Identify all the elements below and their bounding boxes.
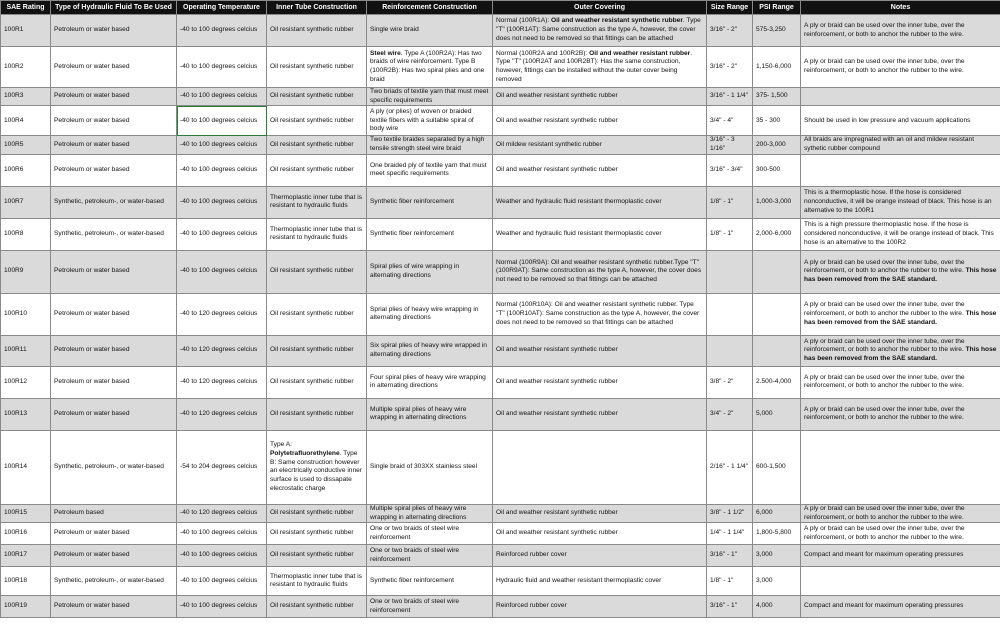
- cell-notes[interactable]: [801, 47, 1000, 88]
- cell-fluid-type[interactable]: Petroleum or water based: [51, 293, 177, 335]
- outer-text: Reinforced rubber cover: [496, 602, 567, 610]
- cell-notes[interactable]: [801, 186, 1000, 218]
- header-outer-covering[interactable]: Outer Covering: [493, 1, 707, 15]
- inner-text: Oil resistant synthetic rubber: [270, 346, 354, 354]
- cell-size-range[interactable]: 3/16" - 3 1/16": [707, 136, 753, 154]
- cell-psi-range[interactable]: 1,800-5,800: [753, 523, 801, 545]
- cell-fluid-type[interactable]: Petroleum or water based: [51, 596, 177, 618]
- cell-fluid-type[interactable]: Synthetic, petroleum-, or water-based: [51, 430, 177, 504]
- cell-inner-tube[interactable]: [267, 106, 367, 136]
- cell-fluid-type[interactable]: Petroleum or water based: [51, 47, 177, 88]
- cell-outer-covering[interactable]: [493, 136, 707, 154]
- table-row: [1, 47, 1000, 88]
- header-operating-temperature[interactable]: Operating Temperature: [177, 1, 267, 15]
- notes-text-bold: This hose has been removed from the SAE standard.: [804, 309, 997, 326]
- cell-notes[interactable]: [801, 154, 1000, 186]
- cell-outer-covering[interactable]: [493, 523, 707, 545]
- reinforce-text: One or two braids of steel wire reinforcement: [370, 598, 460, 614]
- cell-inner-tube[interactable]: [267, 366, 367, 398]
- reinforce-text: Two textile braides separated by a high tensile strength steel wire braid: [370, 136, 485, 153]
- cell-reinforcement[interactable]: [367, 366, 493, 398]
- cell-outer-covering[interactable]: [493, 335, 707, 366]
- cell-reinforcement[interactable]: [367, 88, 493, 106]
- cell-notes[interactable]: [801, 15, 1000, 47]
- cell-outer-covering[interactable]: [493, 88, 707, 106]
- cell-inner-tube[interactable]: [267, 15, 367, 47]
- outer-text: Weather and hydraulic fluid resistant thermoplastic cover: [496, 229, 662, 237]
- reinforce-text: Synthetic fiber reinforcement: [370, 197, 454, 205]
- outer-text: Oil and weather resistant synthetic rubber: [496, 529, 618, 537]
- cell-outer-covering[interactable]: [493, 106, 707, 136]
- outer-text: Hydraulic fluid and weather resistant thermoplastic cover: [496, 576, 662, 584]
- cell-psi-range[interactable]: 6,000: [753, 504, 801, 522]
- outer-text: Oil and weather resistant synthetic rubber: [496, 116, 618, 124]
- inner-text: Type A:: [270, 441, 292, 449]
- cell-reinforcement[interactable]: [367, 154, 493, 186]
- cell-notes[interactable]: [801, 366, 1000, 398]
- cell-fluid-type[interactable]: Petroleum or water based: [51, 335, 177, 366]
- cell-inner-tube[interactable]: [267, 430, 367, 504]
- header-sae-rating[interactable]: SAE Rating: [1, 1, 51, 15]
- cell-operating-temperature[interactable]: -40 to 100 degrees celcius: [177, 136, 267, 154]
- inner-text: Oil resistant synthetic rubber: [270, 62, 354, 70]
- cell-fluid-type[interactable]: Petroleum or water based: [51, 523, 177, 545]
- reinforce-text: A ply (or plies) of woven or braided textile fibers with a suitable spiral of body wire: [370, 107, 474, 133]
- notes-text: Should be used in low pressure and vacuum applications: [804, 116, 971, 124]
- notes-text: All braids are impregnated with an oil and mildew resistant sythetic rubber compound: [804, 136, 975, 153]
- cell-size-range[interactable]: 3/4" - 4": [707, 106, 753, 136]
- cell-reinforcement[interactable]: [367, 250, 493, 293]
- cell-reinforcement[interactable]: [367, 106, 493, 136]
- cell-sae-rating[interactable]: 100R11: [1, 335, 51, 366]
- cell-reinforcement[interactable]: [367, 136, 493, 154]
- reinforce-text: Synthetic fiber reinforcement: [370, 229, 454, 237]
- outer-text: . Type "T" (100R1AT): Same construction as the type A, however, the cover does not need to be removed so that fittings can be attached: [496, 17, 701, 42]
- inner-text: Thermoplastic inner tube that is resistant to hydraulic fluids: [270, 193, 362, 210]
- cell-reinforcement[interactable]: [367, 504, 493, 522]
- cell-psi-range[interactable]: 575-3,250: [753, 15, 801, 47]
- cell-sae-rating[interactable]: 100R3: [1, 88, 51, 106]
- outer-text-bold: Oil and weather resistant rubber: [589, 49, 691, 57]
- cell-notes[interactable]: [801, 504, 1000, 522]
- notes-text: A ply or braid can be used over the inner tube, over the reinforcement, or both to anchor the rubber to the wire.: [804, 58, 965, 74]
- cell-inner-tube[interactable]: [267, 398, 367, 430]
- cell-notes[interactable]: [801, 250, 1000, 293]
- inner-text: Oil resistant synthetic rubber: [270, 509, 354, 517]
- cell-sae-rating[interactable]: 100R1: [1, 15, 51, 47]
- cell-sae-rating[interactable]: 100R14: [1, 430, 51, 504]
- cell-psi-range[interactable]: 5,000: [753, 398, 801, 430]
- table-row: [1, 218, 1000, 250]
- cell-notes[interactable]: [801, 545, 1000, 567]
- inner-text: Oil resistant synthetic rubber: [270, 377, 354, 385]
- inner-text: Oil resistant synthetic rubber: [270, 267, 354, 275]
- cell-inner-tube[interactable]: [267, 88, 367, 106]
- cell-sae-rating[interactable]: 100R10: [1, 293, 51, 335]
- cell-psi-range[interactable]: [753, 293, 801, 335]
- table-row: [1, 504, 1000, 522]
- inner-text: Oil resistant synthetic rubber: [270, 409, 354, 417]
- table-row: [1, 293, 1000, 335]
- cell-reinforcement[interactable]: [367, 596, 493, 618]
- cell-reinforcement[interactable]: [367, 398, 493, 430]
- cell-size-range[interactable]: 1/4" - 1 1/4": [707, 523, 753, 545]
- cell-sae-rating[interactable]: 100R5: [1, 136, 51, 154]
- cell-outer-covering[interactable]: [493, 398, 707, 430]
- cell-psi-range[interactable]: 2,000-6,000: [753, 218, 801, 250]
- cell-fluid-type[interactable]: Petroleum or water based: [51, 15, 177, 47]
- cell-inner-tube[interactable]: [267, 523, 367, 545]
- notes-text-bold: This hose has been removed from the SAE standard.: [804, 346, 997, 363]
- header-reinforcement[interactable]: Reinforcement Construction: [367, 1, 493, 15]
- notes-text: A ply or braid can be used over the inner tube, over the reinforcement, or both to anchor the rubber to the wire.: [804, 373, 965, 390]
- outer-text: Normal (100R2A and 100R2B):: [496, 49, 590, 57]
- notes-text: Compact and meant for maximum operating pressures: [804, 551, 964, 559]
- cell-fluid-type[interactable]: Petroleum or water based: [51, 398, 177, 430]
- cell-notes[interactable]: [801, 523, 1000, 545]
- cell-outer-covering[interactable]: [493, 430, 707, 504]
- cell-psi-range[interactable]: 600-1,500: [753, 430, 801, 504]
- reinforce-text: Synthetic fiber reinforcement: [370, 576, 454, 584]
- cell-reinforcement[interactable]: [367, 523, 493, 545]
- reinforce-text: One or two braids of steel wire reinforcement: [370, 525, 460, 541]
- cell-reinforcement[interactable]: [367, 218, 493, 250]
- cell-outer-covering[interactable]: [493, 218, 707, 250]
- cell-operating-temperature[interactable]: -54 to 204 degrees celcius: [177, 430, 267, 504]
- table-row: [1, 15, 1000, 47]
- table-row: [1, 88, 1000, 106]
- cell-sae-rating[interactable]: 100R15: [1, 504, 51, 522]
- cell-reinforcement[interactable]: [367, 47, 493, 88]
- cell-fluid-type[interactable]: Synthetic, petroleum-, or water-based: [51, 186, 177, 218]
- outer-text: Normal (100R9A): Oil and weather resistant synthetic rubber.Type "T" (100R9AT): Same construction as the type A, however, the cover does not need to be removed so that fittings can be attached: [496, 258, 702, 284]
- cell-reinforcement[interactable]: [367, 545, 493, 567]
- cell-outer-covering[interactable]: [493, 567, 707, 596]
- cell-size-range[interactable]: 1/8" - 1": [707, 218, 753, 250]
- cell-reinforcement[interactable]: [367, 335, 493, 366]
- cell-outer-covering[interactable]: [493, 154, 707, 186]
- outer-text: Oil and weather resistant synthetic rubber: [496, 409, 618, 417]
- cell-inner-tube[interactable]: [267, 504, 367, 522]
- cell-inner-tube[interactable]: [267, 47, 367, 88]
- cell-size-range[interactable]: 3/16" - 3/4": [707, 154, 753, 186]
- cell-size-range[interactable]: [707, 250, 753, 293]
- cell-operating-temperature[interactable]: -40 to 100 degrees celcius: [177, 15, 267, 47]
- cell-notes[interactable]: [801, 398, 1000, 430]
- cell-operating-temperature[interactable]: -40 to 120 degrees celcius: [177, 398, 267, 430]
- cell-outer-covering[interactable]: [493, 293, 707, 335]
- cell-fluid-type[interactable]: Synthetic, petroleum-, or water-based: [51, 567, 177, 596]
- inner-text: Oil resistant synthetic rubber: [270, 140, 354, 148]
- cell-inner-tube[interactable]: [267, 545, 367, 567]
- cell-size-range[interactable]: 3/8" - 1 1/2": [707, 504, 753, 522]
- cell-sae-rating[interactable]: 100R19: [1, 596, 51, 618]
- cell-size-range[interactable]: 2/16" - 1 1/4": [707, 430, 753, 504]
- inner-text: Oil resistant synthetic rubber: [270, 602, 354, 610]
- cell-psi-range[interactable]: 300-500: [753, 154, 801, 186]
- cell-operating-temperature[interactable]: -40 to 100 degrees celcius: [177, 106, 267, 136]
- cell-sae-rating[interactable]: 100R16: [1, 523, 51, 545]
- cell-reinforcement[interactable]: [367, 186, 493, 218]
- outer-text: Oil and weather resistant synthetic rubber: [496, 377, 618, 385]
- cell-size-range[interactable]: 1/8" - 1": [707, 186, 753, 218]
- notes-text-bold: This hose has been removed from the SAE standard.: [804, 267, 997, 284]
- cell-sae-rating[interactable]: 100R6: [1, 154, 51, 186]
- cell-psi-range[interactable]: 35 - 300: [753, 106, 801, 136]
- reinforce-text: Spiral plies of wire wrapping in alternating directions: [370, 263, 460, 279]
- cell-operating-temperature[interactable]: -40 to 120 degrees celcius: [177, 335, 267, 366]
- cell-size-range[interactable]: 3/16" - 1": [707, 545, 753, 567]
- table-row: [1, 136, 1000, 154]
- table-row: [1, 154, 1000, 186]
- cell-size-range[interactable]: 3/8" - 2": [707, 366, 753, 398]
- inner-text: Oil resistant synthetic rubber: [270, 529, 354, 537]
- cell-operating-temperature[interactable]: -40 to 100 degrees celcius: [177, 47, 267, 88]
- outer-text: Oil and weather resistant synthetic rubber: [496, 165, 618, 173]
- cell-sae-rating[interactable]: 100R12: [1, 366, 51, 398]
- table-row: [1, 366, 1000, 398]
- outer-text: Oil and weather resistant synthetic rubber: [496, 346, 618, 354]
- outer-text-bold: Oil and weather resistant synthetic rubber: [550, 17, 683, 25]
- inner-text: Oil resistant synthetic rubber: [270, 92, 354, 100]
- cell-psi-range[interactable]: 3,000: [753, 567, 801, 596]
- inner-text: Thermoplastic inner tube that is resistant to hydraulic fluids: [270, 572, 362, 589]
- cell-fluid-type[interactable]: Petroleum or water based: [51, 106, 177, 136]
- cell-operating-temperature[interactable]: -40 to 120 degrees celcius: [177, 366, 267, 398]
- cell-outer-covering[interactable]: [493, 596, 707, 618]
- table-row: [1, 523, 1000, 545]
- cell-psi-range[interactable]: 200-3,000: [753, 136, 801, 154]
- cell-notes[interactable]: [801, 335, 1000, 366]
- cell-notes[interactable]: [801, 596, 1000, 618]
- outer-text: Normal (100R10A): Oil and weather resistant synthetic rubber. Type "T" (100R10AT): Same construction as the type A, however, the cover does not need to be removed so that fittings can be attached: [496, 301, 700, 326]
- reinforce-text: Multiple spiral plies of heavy wire wrapping in alternating directions: [370, 405, 467, 422]
- cell-size-range[interactable]: 3/16" - 2": [707, 15, 753, 47]
- notes-text: Compact and meant for maximum operating pressures: [804, 602, 964, 610]
- cell-fluid-type[interactable]: Petroleum based: [51, 504, 177, 522]
- reinforce-text: Four spiral plies of heavy wire wrapping in alternating directions: [370, 373, 486, 390]
- cell-outer-covering[interactable]: [493, 186, 707, 218]
- table-row: [1, 106, 1000, 136]
- cell-operating-temperature[interactable]: -40 to 120 degrees celcius: [177, 504, 267, 522]
- cell-psi-range[interactable]: 1,150-6,000: [753, 47, 801, 88]
- cell-notes[interactable]: [801, 106, 1000, 136]
- cell-fluid-type[interactable]: Petroleum or water based: [51, 545, 177, 567]
- cell-reinforcement[interactable]: [367, 567, 493, 596]
- cell-inner-tube[interactable]: [267, 567, 367, 596]
- header-row: [1, 1, 1000, 15]
- cell-sae-rating[interactable]: 100R18: [1, 567, 51, 596]
- reinforce-text: Single braid of 303XX stainless steel: [370, 462, 478, 470]
- cell-psi-range[interactable]: [753, 335, 801, 366]
- cell-size-range[interactable]: 3/16" - 2": [707, 47, 753, 88]
- reinforce-text: Two briads of textile yarn that must meet specific requirements: [370, 88, 489, 104]
- inner-text: Oil resistant synthetic rubber: [270, 26, 354, 34]
- cell-outer-covering[interactable]: [493, 250, 707, 293]
- outer-text: Weather and hydraulic fluid resistant thermoplastic cover: [496, 197, 662, 205]
- cell-psi-range[interactable]: 2.500-4,000: [753, 366, 801, 398]
- outer-text: Reinforced rubber cover: [496, 551, 567, 559]
- header-psi-range[interactable]: PSI Range: [753, 1, 801, 15]
- cell-fluid-type[interactable]: Petroleum or water based: [51, 136, 177, 154]
- notes-text: A ply or braid can be used over the inner tube, over the reinforcement, or both to anchor the rubber to the wire.: [804, 405, 965, 422]
- cell-notes[interactable]: [801, 293, 1000, 335]
- cell-inner-tube[interactable]: [267, 186, 367, 218]
- cell-outer-covering[interactable]: [493, 47, 707, 88]
- header-notes[interactable]: Notes: [801, 1, 1000, 15]
- table-row: [1, 567, 1000, 596]
- notes-text: This is a thermoplastic hose. If the hose is considered nonconductive, it will be orange instead of black. This hose is an alternative to the 100R1: [804, 189, 992, 214]
- cell-size-range[interactable]: 3/16" - 1": [707, 596, 753, 618]
- table-row: [1, 335, 1000, 366]
- cell-operating-temperature[interactable]: -40 to 100 degrees celcius: [177, 545, 267, 567]
- cell-operating-temperature[interactable]: -40 to 120 degrees celcius: [177, 293, 267, 335]
- cell-fluid-type[interactable]: Petroleum or water based: [51, 88, 177, 106]
- cell-size-range[interactable]: 1/8" - 1": [707, 567, 753, 596]
- cell-outer-covering[interactable]: [493, 366, 707, 398]
- table-row: [1, 430, 1000, 504]
- reinforce-text: One braided ply of textile yarn that must meet specific requirements: [370, 161, 487, 178]
- inner-text: Thermoplastic inner tube that is resistant to hydraulic fluids: [270, 225, 362, 242]
- cell-notes[interactable]: [801, 136, 1000, 154]
- cell-psi-range[interactable]: 3,000: [753, 545, 801, 567]
- cell-sae-rating[interactable]: 100R4: [1, 106, 51, 136]
- cell-operating-temperature[interactable]: -40 to 100 degrees celcius: [177, 250, 267, 293]
- inner-text: Oil resistant synthetic rubber: [270, 551, 354, 559]
- notes-text: This is a high pressure thermoplastic hose. If the hose is considered nonconductive, it will be orange instead of black. This hose is an alternative to the 100R2: [804, 221, 994, 246]
- table-row: [1, 398, 1000, 430]
- cell-sae-rating[interactable]: 100R13: [1, 398, 51, 430]
- cell-notes[interactable]: [801, 430, 1000, 504]
- cell-reinforcement[interactable]: [367, 293, 493, 335]
- cell-size-range[interactable]: 3/16" - 1 1/4": [707, 88, 753, 106]
- notes-text: A ply or braid can be used over the inner tube, over the reinforcement, or both to anchor the rubber to the wire.: [804, 301, 966, 317]
- reinforce-text: One or two braids of steel wire reinforcement: [370, 547, 460, 563]
- cell-operating-temperature[interactable]: -40 to 100 degrees celcius: [177, 88, 267, 106]
- cell-notes[interactable]: [801, 88, 1000, 106]
- cell-psi-range[interactable]: [753, 250, 801, 293]
- reinforce-text-bold: Steel wire: [370, 49, 401, 57]
- cell-psi-range[interactable]: 1,000-3,000: [753, 186, 801, 218]
- cell-notes[interactable]: [801, 567, 1000, 596]
- outer-text: . Type "T" (100R2AT and 100R2BT): Has the same construction, however, fittings can be installed without the outer cover being removed: [496, 49, 693, 83]
- notes-text: A ply or braid can be used over the inner tube, over the reinforcement, or both to anchor the rubber to the wire.: [804, 504, 965, 521]
- cell-fluid-type[interactable]: Petroleum or water based: [51, 154, 177, 186]
- notes-text: A ply or braid can be used over the inner tube, over the reinforcement, or both to anchor the rubber to the wire.: [804, 258, 966, 275]
- cell-sae-rating[interactable]: 100R17: [1, 545, 51, 567]
- inner-text-bold: Polytetrafluorethylene: [270, 449, 340, 457]
- cell-sae-rating[interactable]: 100R7: [1, 186, 51, 218]
- cell-size-range[interactable]: [707, 293, 753, 335]
- cell-inner-tube[interactable]: [267, 335, 367, 366]
- cell-fluid-type[interactable]: Petroleum or water based: [51, 366, 177, 398]
- cell-sae-rating[interactable]: 100R8: [1, 218, 51, 250]
- table-row: [1, 545, 1000, 567]
- cell-size-range[interactable]: 3/4" - 2": [707, 398, 753, 430]
- cell-sae-rating[interactable]: 100R9: [1, 250, 51, 293]
- inner-text: Oil resistant synthetic rubber: [270, 309, 354, 317]
- cell-fluid-type[interactable]: Petroleum or water based: [51, 250, 177, 293]
- reinforce-text: . Type A (100R2A): Has two braids of wire reinforcement. Type B (100R2B): Has two spiral plies and one braid: [370, 49, 485, 83]
- cell-operating-temperature[interactable]: -40 to 100 degrees celcius: [177, 186, 267, 218]
- outer-text: Oil and weather resistant synthetic rubber: [496, 92, 618, 100]
- header-size-range[interactable]: Size Range: [707, 1, 753, 15]
- notes-text: A ply or braid can be used over the inner tube, over the reinforcement, or both to anchor the rubber to the wire.: [804, 337, 966, 354]
- inner-text: . Type B: Same construction however an elecrtrically conductive inner surface is used to dissapate elecrostatic charge: [270, 449, 362, 492]
- outer-text: Oil and weather resistant synthetic rubber: [496, 509, 618, 517]
- cell-inner-tube[interactable]: [267, 596, 367, 618]
- cell-psi-range[interactable]: 375- 1,500: [753, 88, 801, 106]
- table-row: [1, 186, 1000, 218]
- cell-fluid-type[interactable]: Synthetic, petroleum-, or water-based: [51, 218, 177, 250]
- cell-reinforcement[interactable]: [367, 430, 493, 504]
- cell-inner-tube[interactable]: [267, 250, 367, 293]
- cell-outer-covering[interactable]: [493, 545, 707, 567]
- cell-operating-temperature[interactable]: -40 to 100 degrees celcius: [177, 596, 267, 618]
- reinforce-text: Single wire braid: [370, 26, 419, 34]
- outer-text: Oil mildew resistant synthetic rubber: [496, 140, 602, 148]
- cell-operating-temperature[interactable]: -40 to 100 degrees celcius: [177, 523, 267, 545]
- cell-operating-temperature[interactable]: -40 to 100 degrees celcius: [177, 218, 267, 250]
- cell-reinforcement[interactable]: [367, 15, 493, 47]
- notes-text: A ply or braid can be used over the inner tube, over the reinforcement, or both to anchor the rubber to the wire.: [804, 21, 965, 38]
- cell-inner-tube[interactable]: [267, 293, 367, 335]
- cell-sae-rating[interactable]: 100R2: [1, 47, 51, 88]
- reinforce-text: Six spiral plies of heavy wire wrapped in alternating directions: [370, 342, 487, 358]
- reinforce-text: Sprial plies of heavy wire wrapping in alternating directions: [370, 305, 479, 322]
- cell-inner-tube[interactable]: [267, 218, 367, 250]
- cell-inner-tube[interactable]: [267, 136, 367, 154]
- cell-psi-range[interactable]: 4,000: [753, 596, 801, 618]
- cell-operating-temperature[interactable]: -40 to 100 degrees celcius: [177, 154, 267, 186]
- inner-text: Oil resistant synthetic rubber: [270, 116, 354, 124]
- cell-outer-covering[interactable]: [493, 504, 707, 522]
- cell-notes[interactable]: [801, 218, 1000, 250]
- cell-operating-temperature[interactable]: -40 to 100 degrees celcius: [177, 567, 267, 596]
- notes-text: A ply or braid can be used over the inner tube, over the reinforcement, or both to anchor the rubber to the wire.: [804, 525, 965, 541]
- table-row: [1, 250, 1000, 293]
- inner-text: Oil resistant synthetic rubber: [270, 165, 354, 173]
- outer-text: Normal (100R1A):: [496, 17, 551, 25]
- table-row: [1, 596, 1000, 618]
- cell-inner-tube[interactable]: [267, 154, 367, 186]
- header-fluid-type[interactable]: Type of Hydraulic Fluid To Be Used: [51, 1, 177, 15]
- cell-size-range[interactable]: [707, 335, 753, 366]
- reinforce-text: Multiple spiral plies of heavy wire wrapping in alternating directions: [370, 504, 467, 521]
- cell-outer-covering[interactable]: [493, 15, 707, 47]
- header-inner-tube[interactable]: Inner Tube Construction: [267, 1, 367, 15]
